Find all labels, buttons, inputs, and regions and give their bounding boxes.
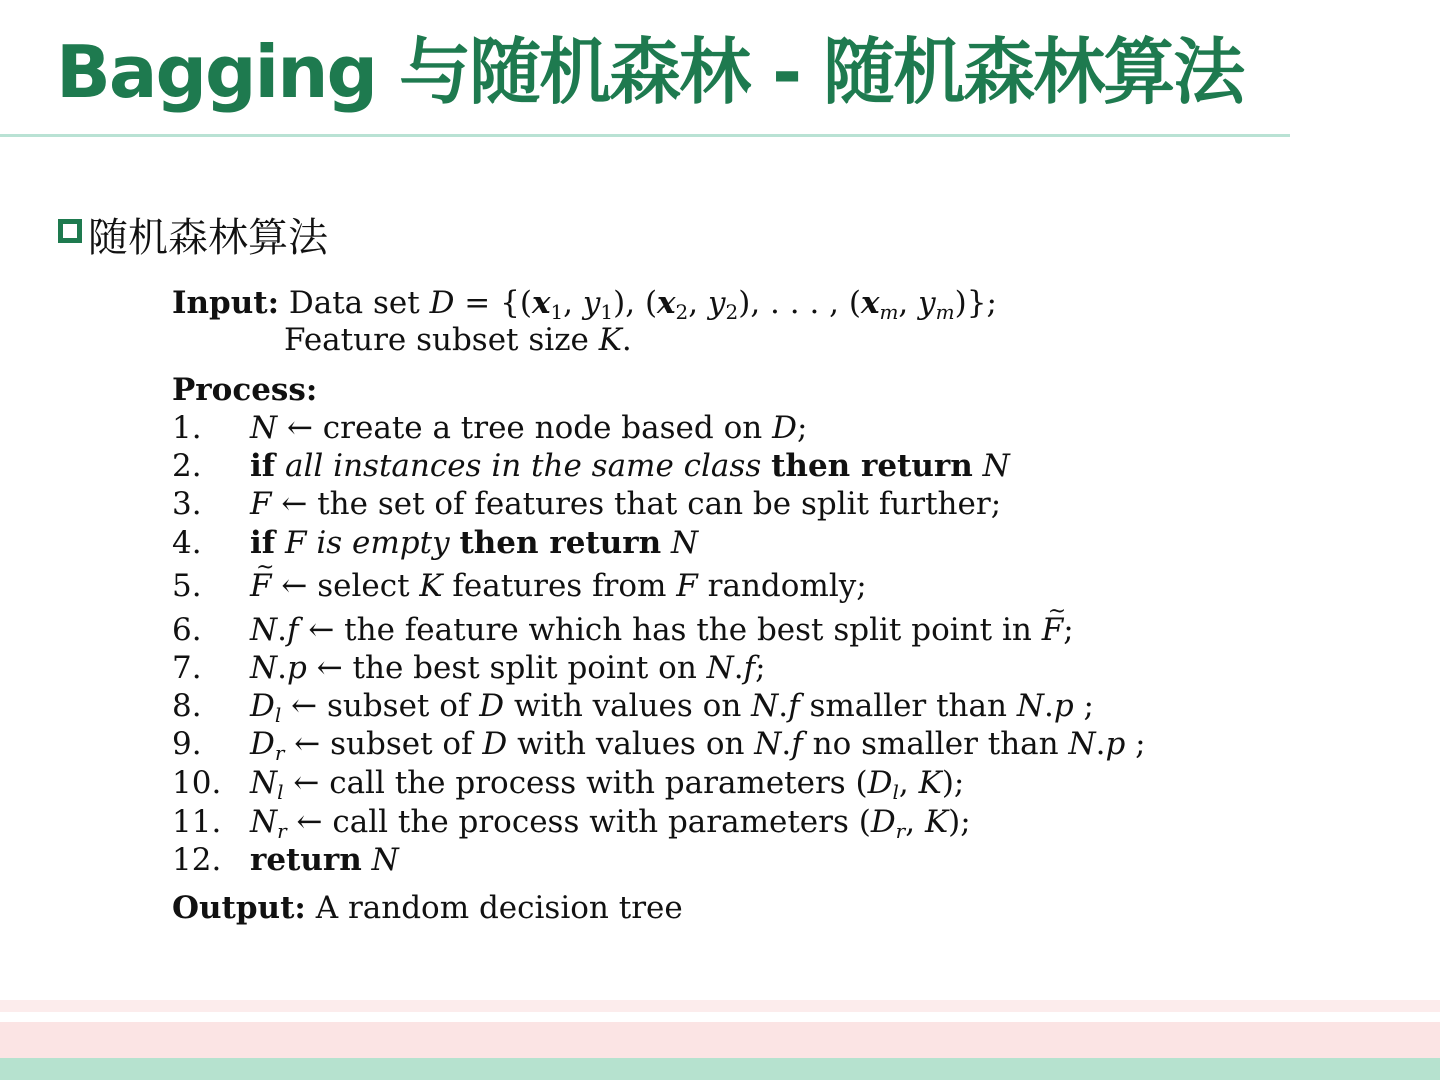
step-number: 9.	[172, 726, 202, 762]
algo-step	[172, 764, 1172, 802]
algo-step	[172, 611, 1172, 649]
step-text: return N	[250, 842, 399, 878]
algo-step	[172, 447, 1172, 485]
algo-step	[172, 803, 1172, 841]
algo-step	[172, 567, 1172, 605]
footer-band-light	[0, 1000, 1440, 1012]
bullet-item	[58, 206, 328, 262]
step-text: if all instances in the same class then return N	[250, 448, 1010, 484]
step-text: $N_r$ ← call the process with parameters ($D_r$, K);	[250, 804, 971, 843]
algo-output-line	[172, 889, 683, 927]
algo-step	[172, 725, 1172, 763]
algo-input-line-2	[284, 321, 632, 359]
step-number: 7.	[172, 650, 202, 686]
step-number: 3.	[172, 486, 202, 522]
algo-input-line	[172, 284, 997, 322]
step-number: 8.	[172, 688, 202, 724]
step-text: ~ F ← select K features from F randomly;	[250, 567, 867, 605]
algo-step	[172, 485, 1172, 523]
step-text: $D_r$ ← subset of D with values on N.f no smaller than N.p ;	[250, 726, 1146, 765]
algo-step	[172, 409, 1172, 447]
process-label: Process:	[172, 372, 318, 408]
process-label-line	[172, 371, 317, 409]
algo-step	[172, 649, 1172, 687]
algo-step	[172, 841, 1172, 879]
step-number: 1.	[172, 410, 202, 446]
step-number: 12.	[172, 842, 222, 878]
square-bullet-icon	[58, 219, 82, 243]
step-number: 6.	[172, 612, 202, 648]
footer-band-pink	[0, 1022, 1440, 1058]
input-text: Data set $D = \{(x_1$, $y_1$), ($x_2$, $y_2$), . . . , ($x_m$, $y_m$)};	[288, 285, 997, 324]
step-text: N.f ← the feature which has the best split point in ~ F;	[250, 611, 1074, 649]
algo-step	[172, 524, 1172, 562]
step-text: $D_l$ ← subset of D with values on N.f smaller than N.p ;	[250, 688, 1094, 727]
input-text-2: Feature subset size K.	[284, 322, 632, 358]
step-number: 10.	[172, 765, 222, 801]
step-text: F ← the set of features that can be split further;	[250, 486, 1002, 522]
slide-title: Bagging 与随机森林 - 随机森林算法	[56, 30, 1244, 114]
step-text: $N_l$ ← call the process with parameters ($D_l$, K);	[250, 765, 965, 804]
step-number: 4.	[172, 525, 202, 561]
step-text: N.p ← the best split point on N.f;	[250, 650, 766, 686]
footer-band-green	[0, 1058, 1440, 1080]
output-text: A random decision tree	[315, 890, 683, 926]
output-label: Output:	[172, 890, 306, 926]
input-label: Input:	[172, 285, 280, 321]
step-number: 5.	[172, 568, 202, 604]
step-number: 2.	[172, 448, 202, 484]
title-divider	[0, 134, 1290, 137]
step-number: 11.	[172, 804, 222, 840]
bullet-text: 随机森林算法	[88, 214, 328, 261]
step-text: N ← create a tree node based on D;	[250, 410, 808, 446]
algo-step	[172, 687, 1172, 725]
step-text: if F is empty then return N	[250, 525, 699, 561]
